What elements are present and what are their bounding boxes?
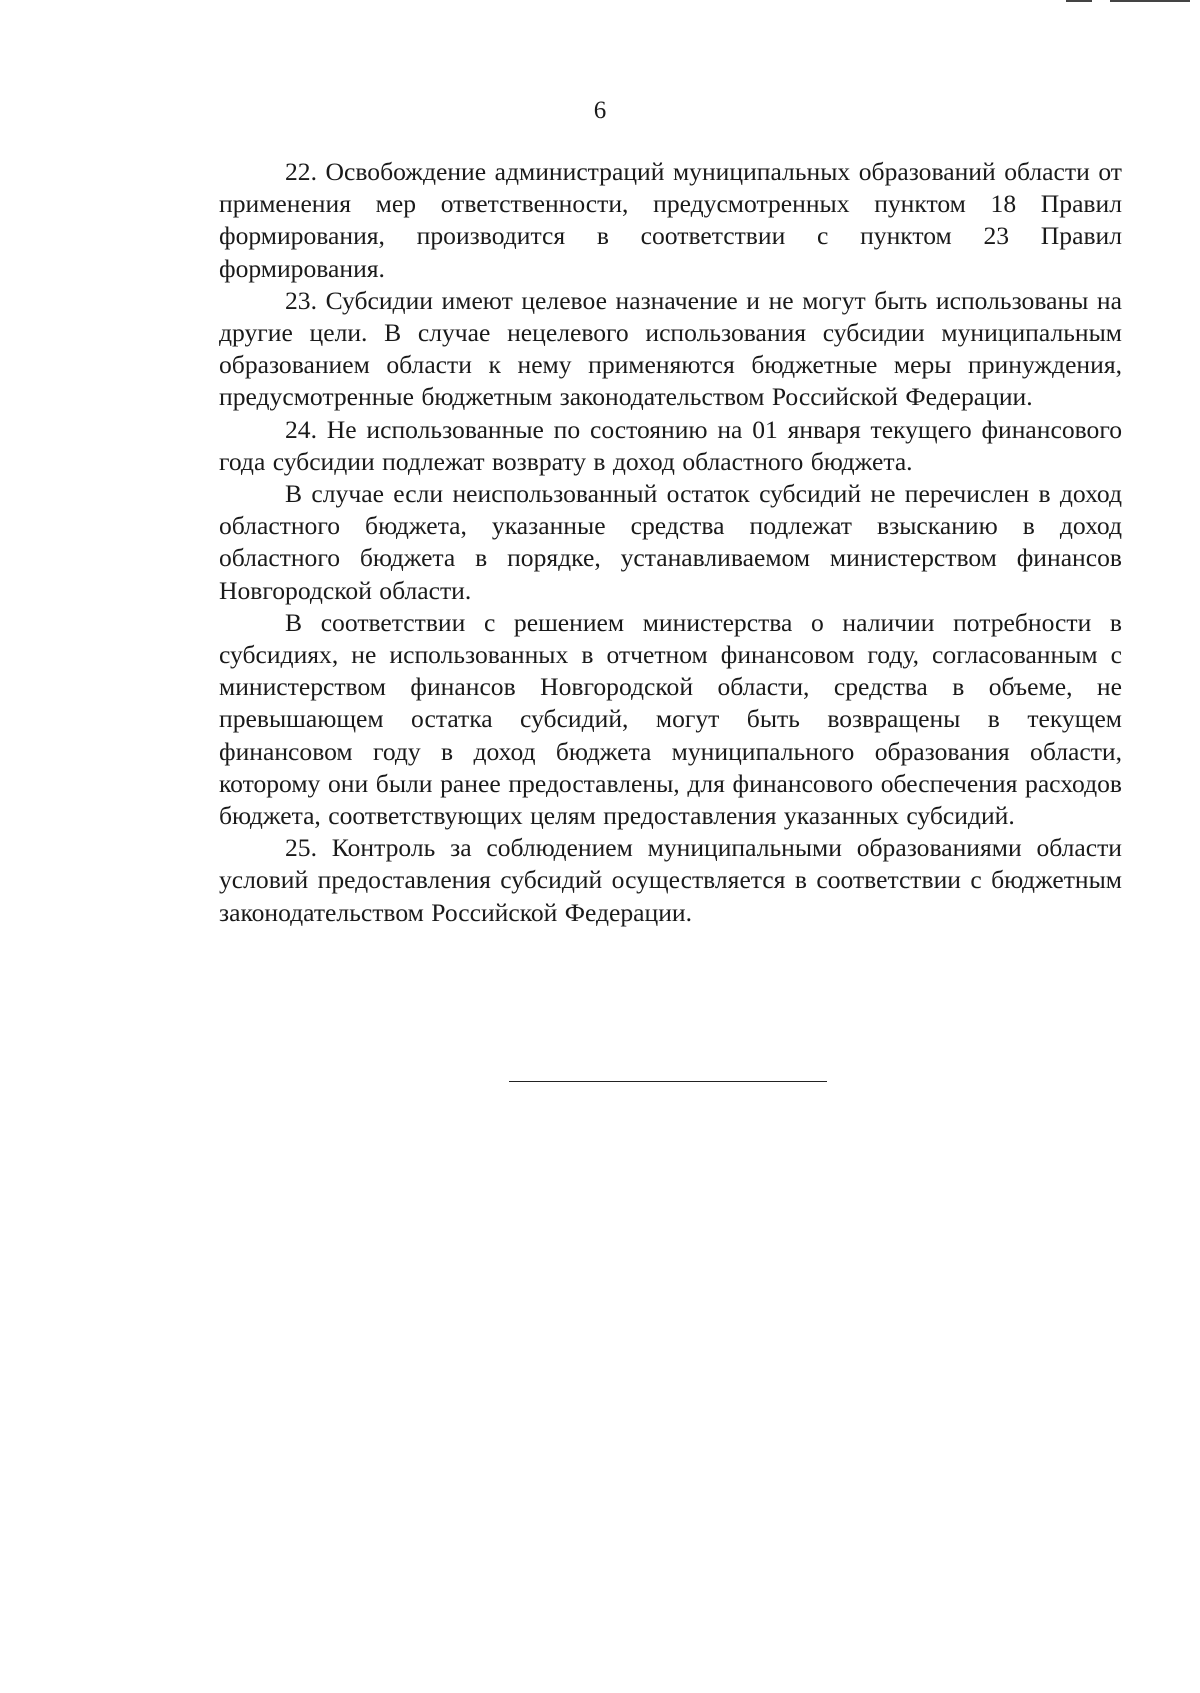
page-number: 6 — [593, 97, 607, 124]
paragraph-24-cont-2: В соответствии с решением министерства о наличии потребности в субсидиях, не использованных в отчетном финансовом году, согласованным с министерством финансов Новгородской области, средства в объеме, не превышающем остатка субсидий, могут быть возвращены в текущем финансовом году в доход бюджета муниципального образования области, которому они были ранее предоставлены, для финансового обеспечения расходов бюджета, соответствующих целям предоставления указанных субсидий. — [219, 607, 1122, 831]
paragraph-22: 22. Освобождение администраций муниципальных образований области от применения мер ответственности, предусмотренных пунктом 18 Правил формирования, производится в соответствии с пунктом 23 Правил формирования. — [219, 157, 1122, 283]
paragraph-25: 25. Контроль за соблюдением муниципальными образованиями области условий предоставления субсидий осуществляется в соответствии с бюджетным законодательством Российской Федерации. — [219, 833, 1122, 927]
scan-artifact-mark — [1110, 0, 1190, 2]
scan-artifact-mark — [1066, 0, 1092, 2]
paragraph-24: 24. Не использованные по состоянию на 01 января текущего финансового года субсидии подлежат возврату в доход областного бюджета. — [219, 414, 1122, 476]
document-body — [219, 156, 1122, 929]
end-of-document-rule — [509, 1081, 827, 1082]
paragraph-24-cont-1: В случае если неиспользованный остаток субсидий не перечислен в доход областного бюджета, указанные средства подлежат взысканию в доход областного бюджета в порядке, устанавливаемом министерством финансов Новгородской области. — [219, 479, 1122, 605]
paragraph-23: 23. Субсидии имеют целевое назначение и не могут быть использованы на другие цели. В случае нецелевого использования субсидии муниципальным образованием области к нему применяются бюджетные меры принуждения, предусмотренные бюджетным законодательством Российской Федерации. — [219, 285, 1122, 412]
